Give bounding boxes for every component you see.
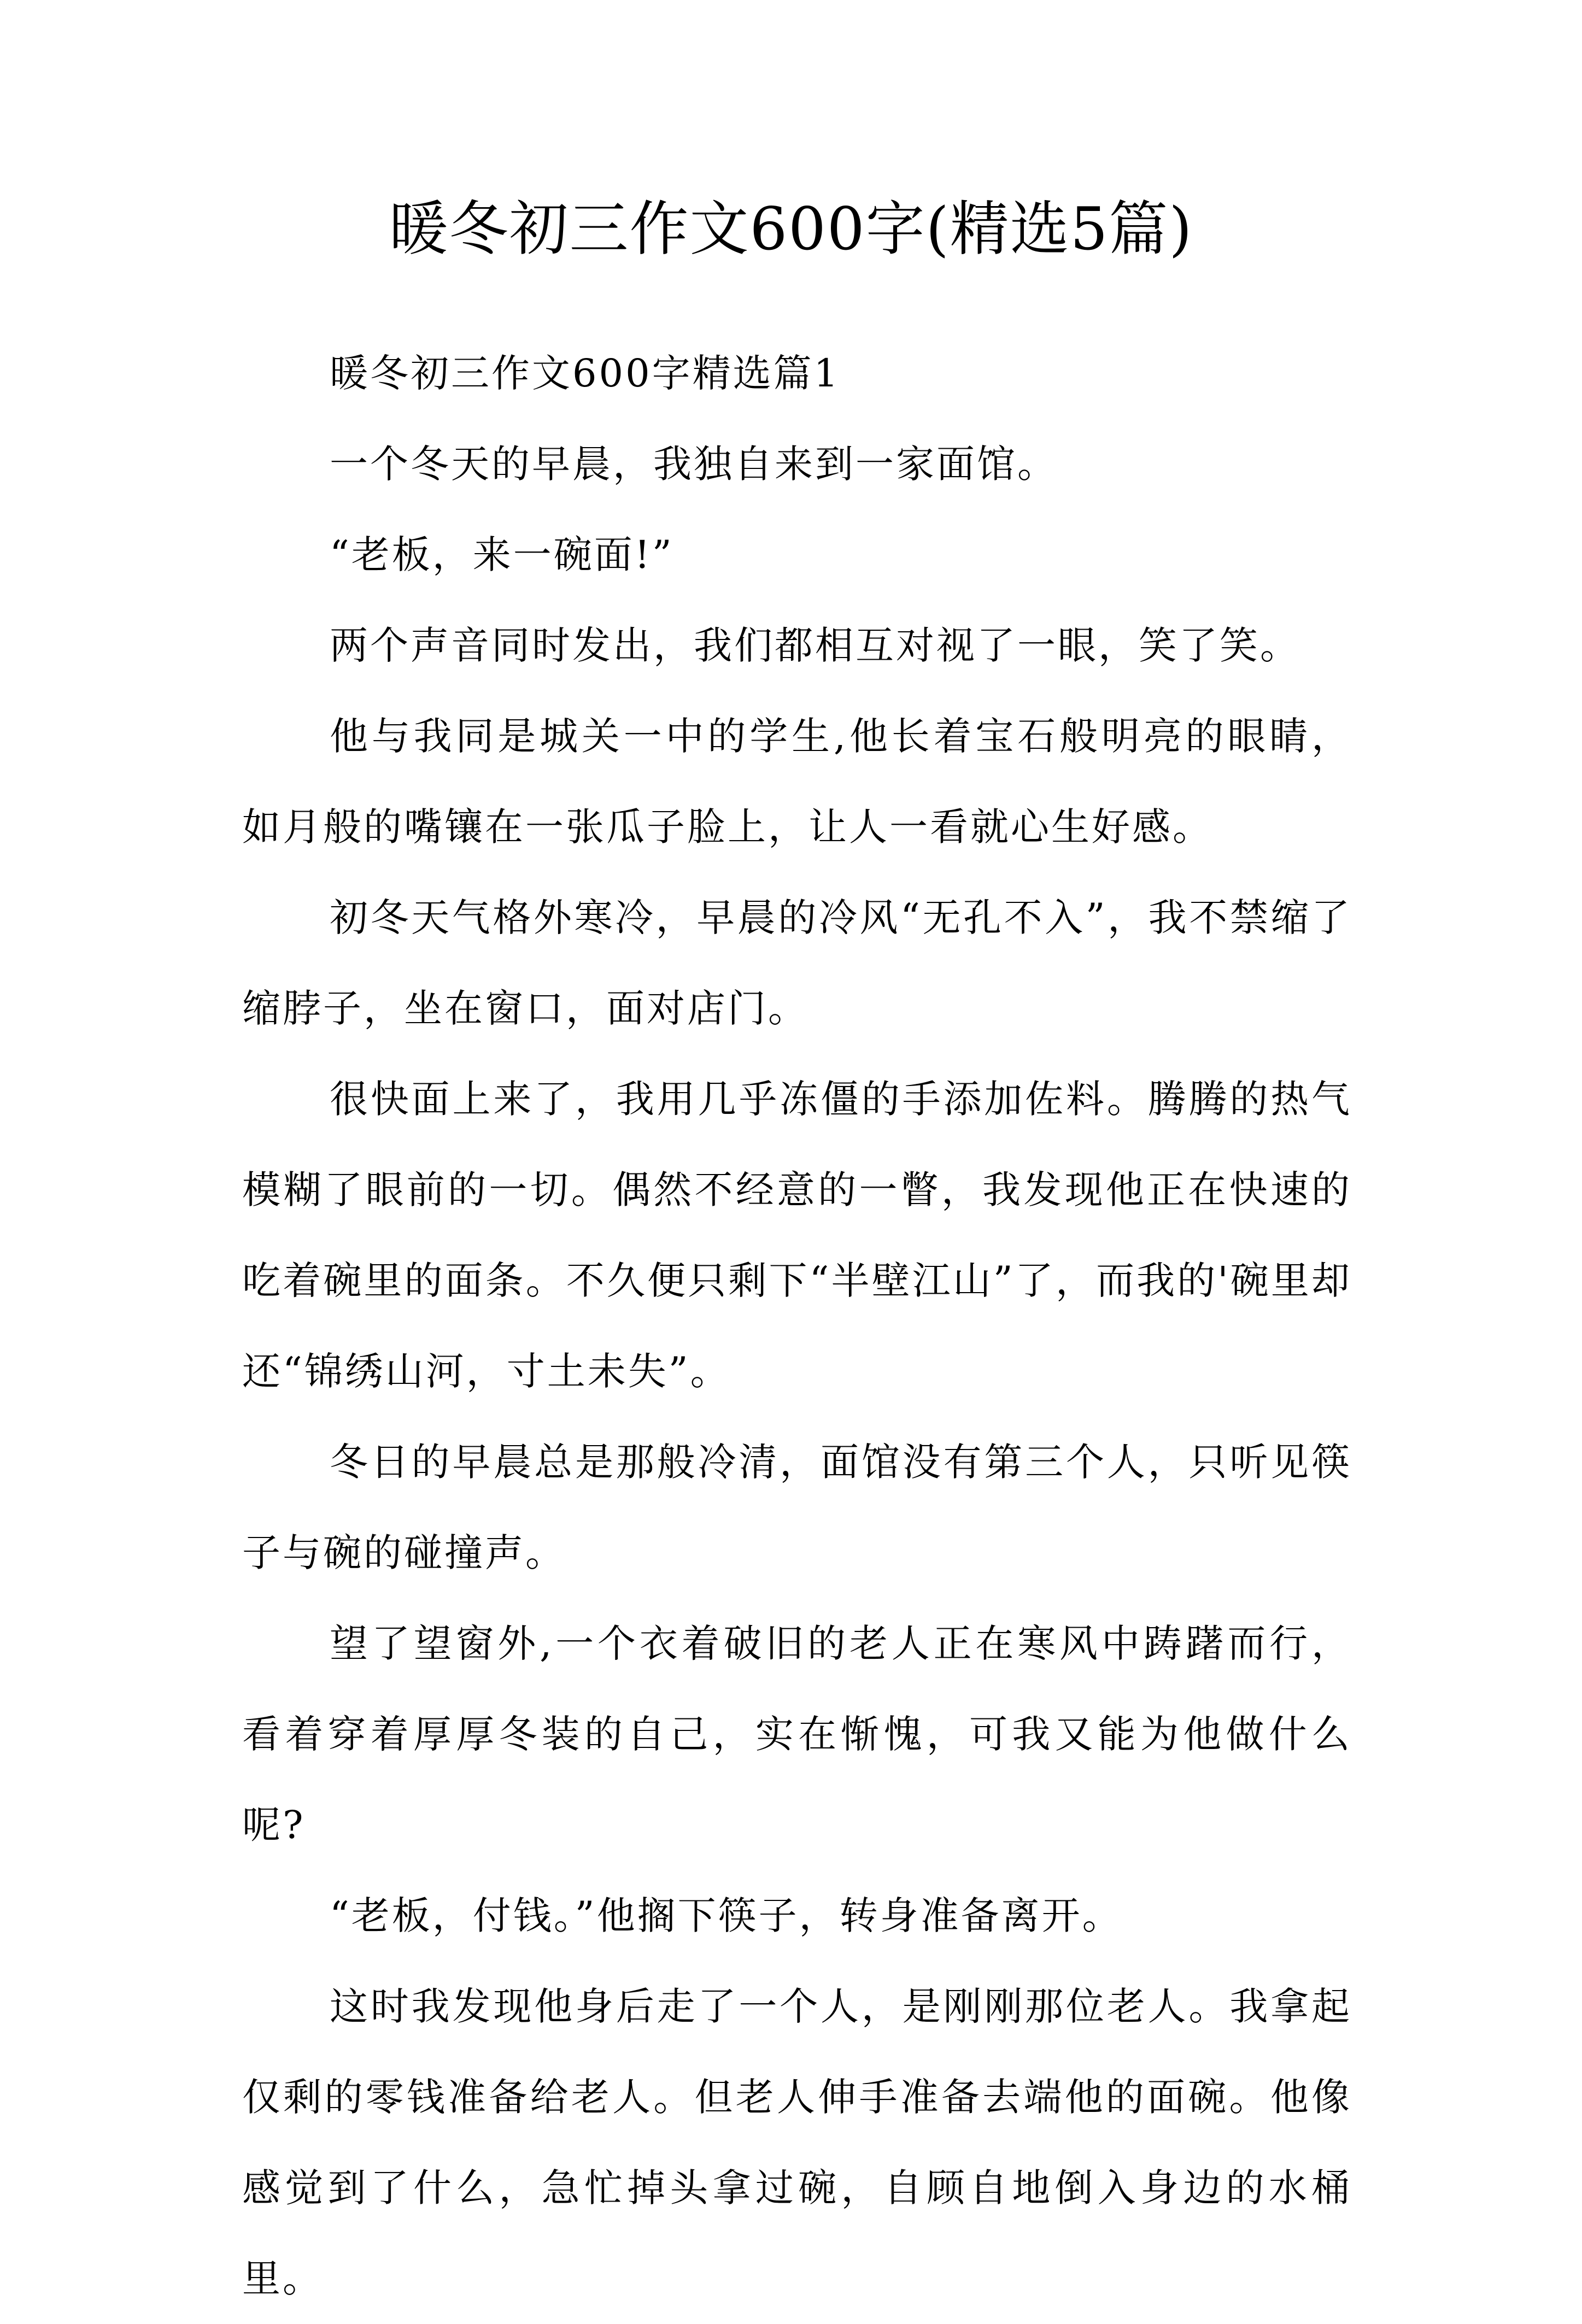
paragraph: 这时我发现他身后走了一个人，是刚刚那位老人。我拿起仅剩的零钱准备给老人。但老人伸手准备去端他的面碗。他像感觉到了什么，急忙掉头拿过碗，自顾自地倒入身边的水桶里。 [242,1984,1352,2301]
document-title: 暖冬初三作文600字(精选5篇) [389,195,1193,263]
paragraph: “老板，付钱。”他搁下筷子，转身准备离开。 [330,1893,1123,1938]
section-heading: 暖冬初三作文600字精选篇1 [330,351,841,396]
paragraph: 初冬天气格外寒冷，早晨的冷风“无孔不入”，我不禁缩了缩脖子，坐在窗口，面对店门。 [242,895,1352,1031]
paragraph: 他与我同是城关一中的学生,他长着宝石般明亮的眼睛，如月般的嘴镶在一张瓜子脸上，让人一看就心生好感。 [242,714,1352,849]
paragraph: 望了望窗外,一个衣着破旧的老人正在寒风中踌躇而行，看着穿着厚厚冬装的自己，实在惭愧，可我又能为他做什么呢? [242,1621,1352,1847]
paragraph: “老板，来一碗面!” [330,532,674,577]
paragraph: 冬日的早晨总是那般冷清，面馆没有第三个人，只听见筷子与碗的碰撞声。 [242,1440,1352,1575]
paragraph: 两个声音同时发出，我们都相互对视了一眼，笑了笑。 [330,623,1300,668]
document-body [242,328,1352,2324]
paragraph: 一个冬天的早晨，我独自来到一家面馆。 [330,442,1058,486]
paragraph: 很快面上来了，我用几乎冻僵的手添加佐料。腾腾的热气模糊了眼前的一切。偶然不经意的一瞥，我发现他正在快速的吃着碗里的面条。不久便只剩下“半壁江山”了，而我的'碗里却还“锦绣山河，寸土未失”。 [242,1077,1352,1394]
